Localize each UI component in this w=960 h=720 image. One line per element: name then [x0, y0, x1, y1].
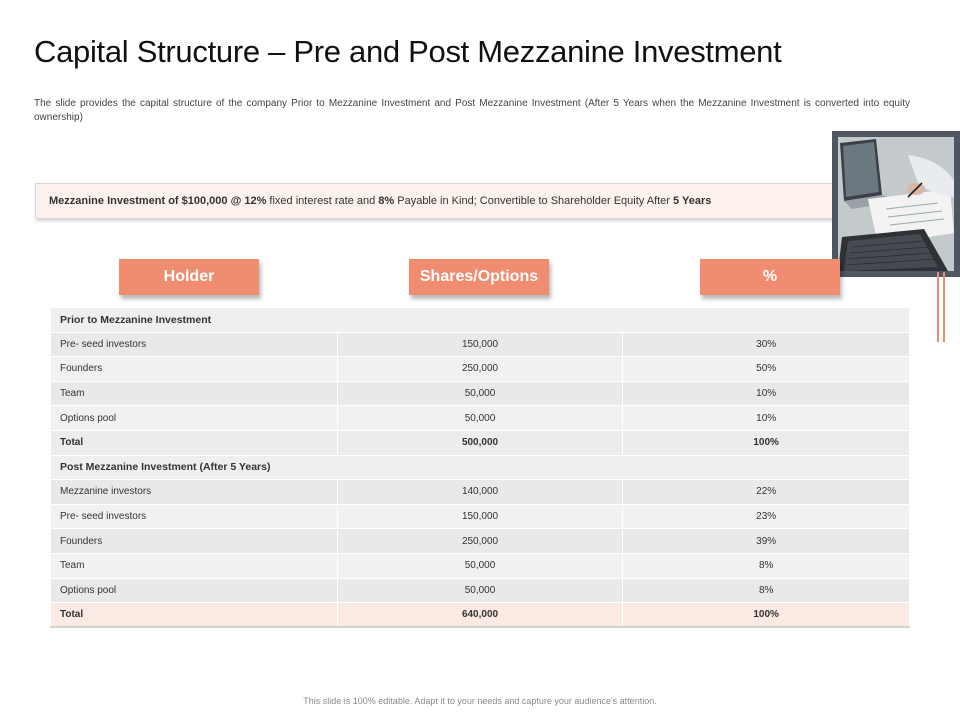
shares-cell: 140,000	[337, 480, 623, 505]
table-row	[51, 480, 910, 505]
slide-title: Capital Structure – Pre and Post Mezzanine Investment	[34, 34, 782, 69]
capital-structure-table	[50, 307, 910, 628]
footer-note: This slide is 100% editable. Adapt it to your needs and capture your audience's attention.	[303, 696, 657, 706]
percent-cell: 10%	[623, 406, 910, 431]
table-row	[51, 406, 910, 431]
percent-header: %	[700, 259, 840, 295]
holder-cell: Mezzanine investors	[51, 480, 338, 505]
laptop-photo-illustration	[838, 137, 954, 271]
table-section-row	[51, 308, 910, 333]
percent-cell: 30%	[623, 332, 910, 357]
table-total-row	[51, 430, 910, 455]
holder-header: Holder	[119, 259, 259, 295]
total-percent-cell: 100%	[623, 430, 910, 455]
section-pre-label: Prior to Mezzanine Investment	[51, 308, 910, 333]
banner-text: fixed interest rate and	[266, 195, 379, 207]
decorative-line-left	[937, 272, 939, 342]
shares-options-header: Shares/Options	[409, 259, 549, 295]
shares-cell: 50,000	[337, 553, 623, 578]
shares-cell: 250,000	[337, 357, 623, 382]
holder-cell: Team	[51, 553, 338, 578]
shares-cell: 250,000	[337, 529, 623, 554]
table-row	[51, 357, 910, 382]
percent-cell: 22%	[623, 480, 910, 505]
holder-cell: Founders	[51, 529, 338, 554]
shares-cell: 50,000	[337, 381, 623, 406]
holder-cell: Pre- seed investors	[51, 332, 338, 357]
banner-bold-terms: Mezzanine Investment of $100,000 @ 12%	[49, 195, 267, 207]
decorative-line-right	[943, 272, 945, 342]
table-row	[51, 553, 910, 578]
total-shares-cell: 640,000	[337, 603, 623, 628]
banner-bold-pik: 8%	[378, 195, 395, 207]
percent-cell: 10%	[623, 381, 910, 406]
percent-cell: 23%	[623, 504, 910, 529]
holder-cell: Founders	[51, 357, 338, 382]
banner-bold-years: 5 Years	[673, 195, 712, 207]
total-label-cell: Total	[51, 430, 338, 455]
percent-cell: 39%	[623, 529, 910, 554]
laptop-photo	[838, 137, 954, 271]
holder-cell: Team	[51, 381, 338, 406]
banner-text-2: Payable in Kind; Convertible to Shareholder Equity After	[394, 195, 674, 207]
holder-cell: Options pool	[51, 578, 338, 603]
table-total-row	[51, 603, 910, 628]
table-row	[51, 504, 910, 529]
investment-banner	[35, 183, 845, 219]
shares-cell: 150,000	[337, 332, 623, 357]
shares-cell: 50,000	[337, 578, 623, 603]
shares-cell: 150,000	[337, 504, 623, 529]
percent-cell: 8%	[623, 578, 910, 603]
table-row	[51, 578, 910, 603]
total-shares-cell: 500,000	[337, 430, 623, 455]
holder-cell: Options pool	[51, 406, 338, 431]
shares-cell: 50,000	[337, 406, 623, 431]
holder-cell: Pre- seed investors	[51, 504, 338, 529]
photo-frame	[832, 131, 960, 277]
percent-cell: 8%	[623, 553, 910, 578]
section-post-label: Post Mezzanine Investment (After 5 Years)	[51, 455, 910, 480]
total-percent-cell: 100%	[623, 603, 910, 628]
table-row	[51, 529, 910, 554]
percent-cell: 50%	[623, 357, 910, 382]
table-section-row	[51, 455, 910, 480]
total-label-cell: Total	[51, 603, 338, 628]
slide-description: The slide provides the capital structure of the company Prior to Mezzanine Investment and Post Mezzanine Investment (After 5 Years when the Mezzanine Investment is converted into equity ownership)	[34, 98, 910, 123]
table-row	[51, 332, 910, 357]
table-row	[51, 381, 910, 406]
